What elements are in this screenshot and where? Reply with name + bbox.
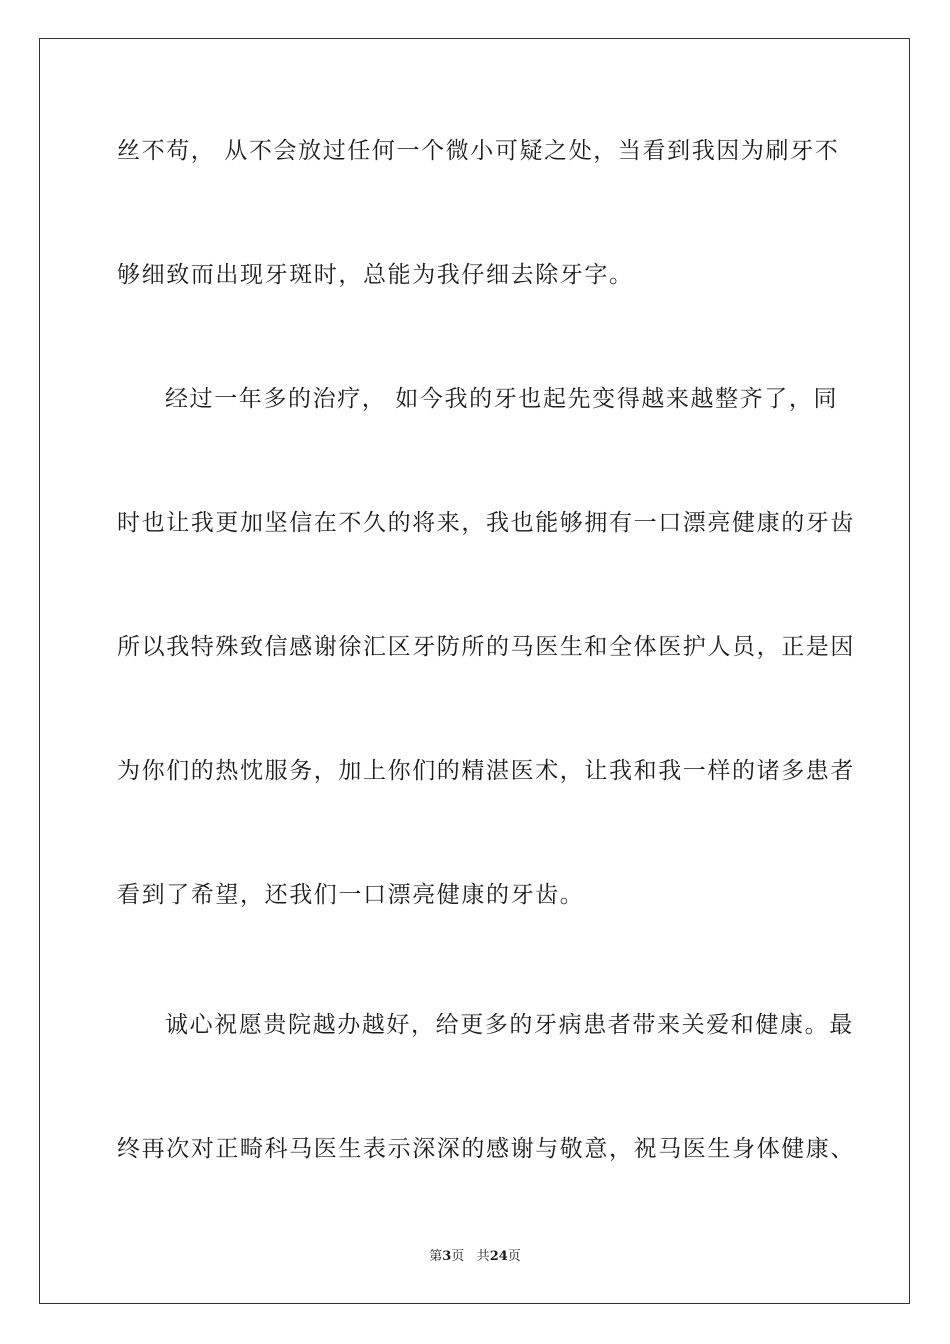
footer-total-suffix: 页: [507, 1249, 521, 1264]
footer-total-prefix: 共: [476, 1249, 490, 1264]
total-page-count: 24: [489, 1249, 508, 1264]
text-line: 为你们的热忱服务，加上你们的精湛医术，让我和我一样的诸多患者: [117, 758, 855, 784]
current-page-number: 3: [442, 1249, 452, 1264]
page-footer: [0, 1248, 950, 1266]
text-line: 够细致而出现牙斑时，总能为我仔细去除牙字。: [117, 262, 634, 288]
text-line: 丝不苟， 从不会放过任何一个微小可疑之处，当看到我因为刷牙不: [117, 138, 840, 164]
footer-page-suffix: 页: [451, 1249, 465, 1264]
paragraph-start-line: 诚心祝愿贵院越办越好，给更多的牙病患者带来关爱和健康。最: [165, 1012, 854, 1038]
page-border: [39, 38, 910, 1304]
footer-prefix: 第: [429, 1249, 443, 1264]
text-line: 终再次对正畸科马医生表示深深的感谢与敬意，祝马医生身体健康、: [117, 1136, 855, 1162]
paragraph-start-line: 经过一年多的治疗， 如今我的牙也起先变得越来越整齐了，同: [165, 386, 839, 412]
text-line: 看到了希望，还我们一口漂亮健康的牙齿。: [117, 882, 585, 908]
text-line: 所以我特殊致信感谢徐汇区牙防所的马医生和全体医护人员，正是因: [117, 634, 855, 660]
text-line: 时也让我更加坚信在不久的将来，我也能够拥有一口漂亮健康的牙齿: [117, 510, 855, 536]
